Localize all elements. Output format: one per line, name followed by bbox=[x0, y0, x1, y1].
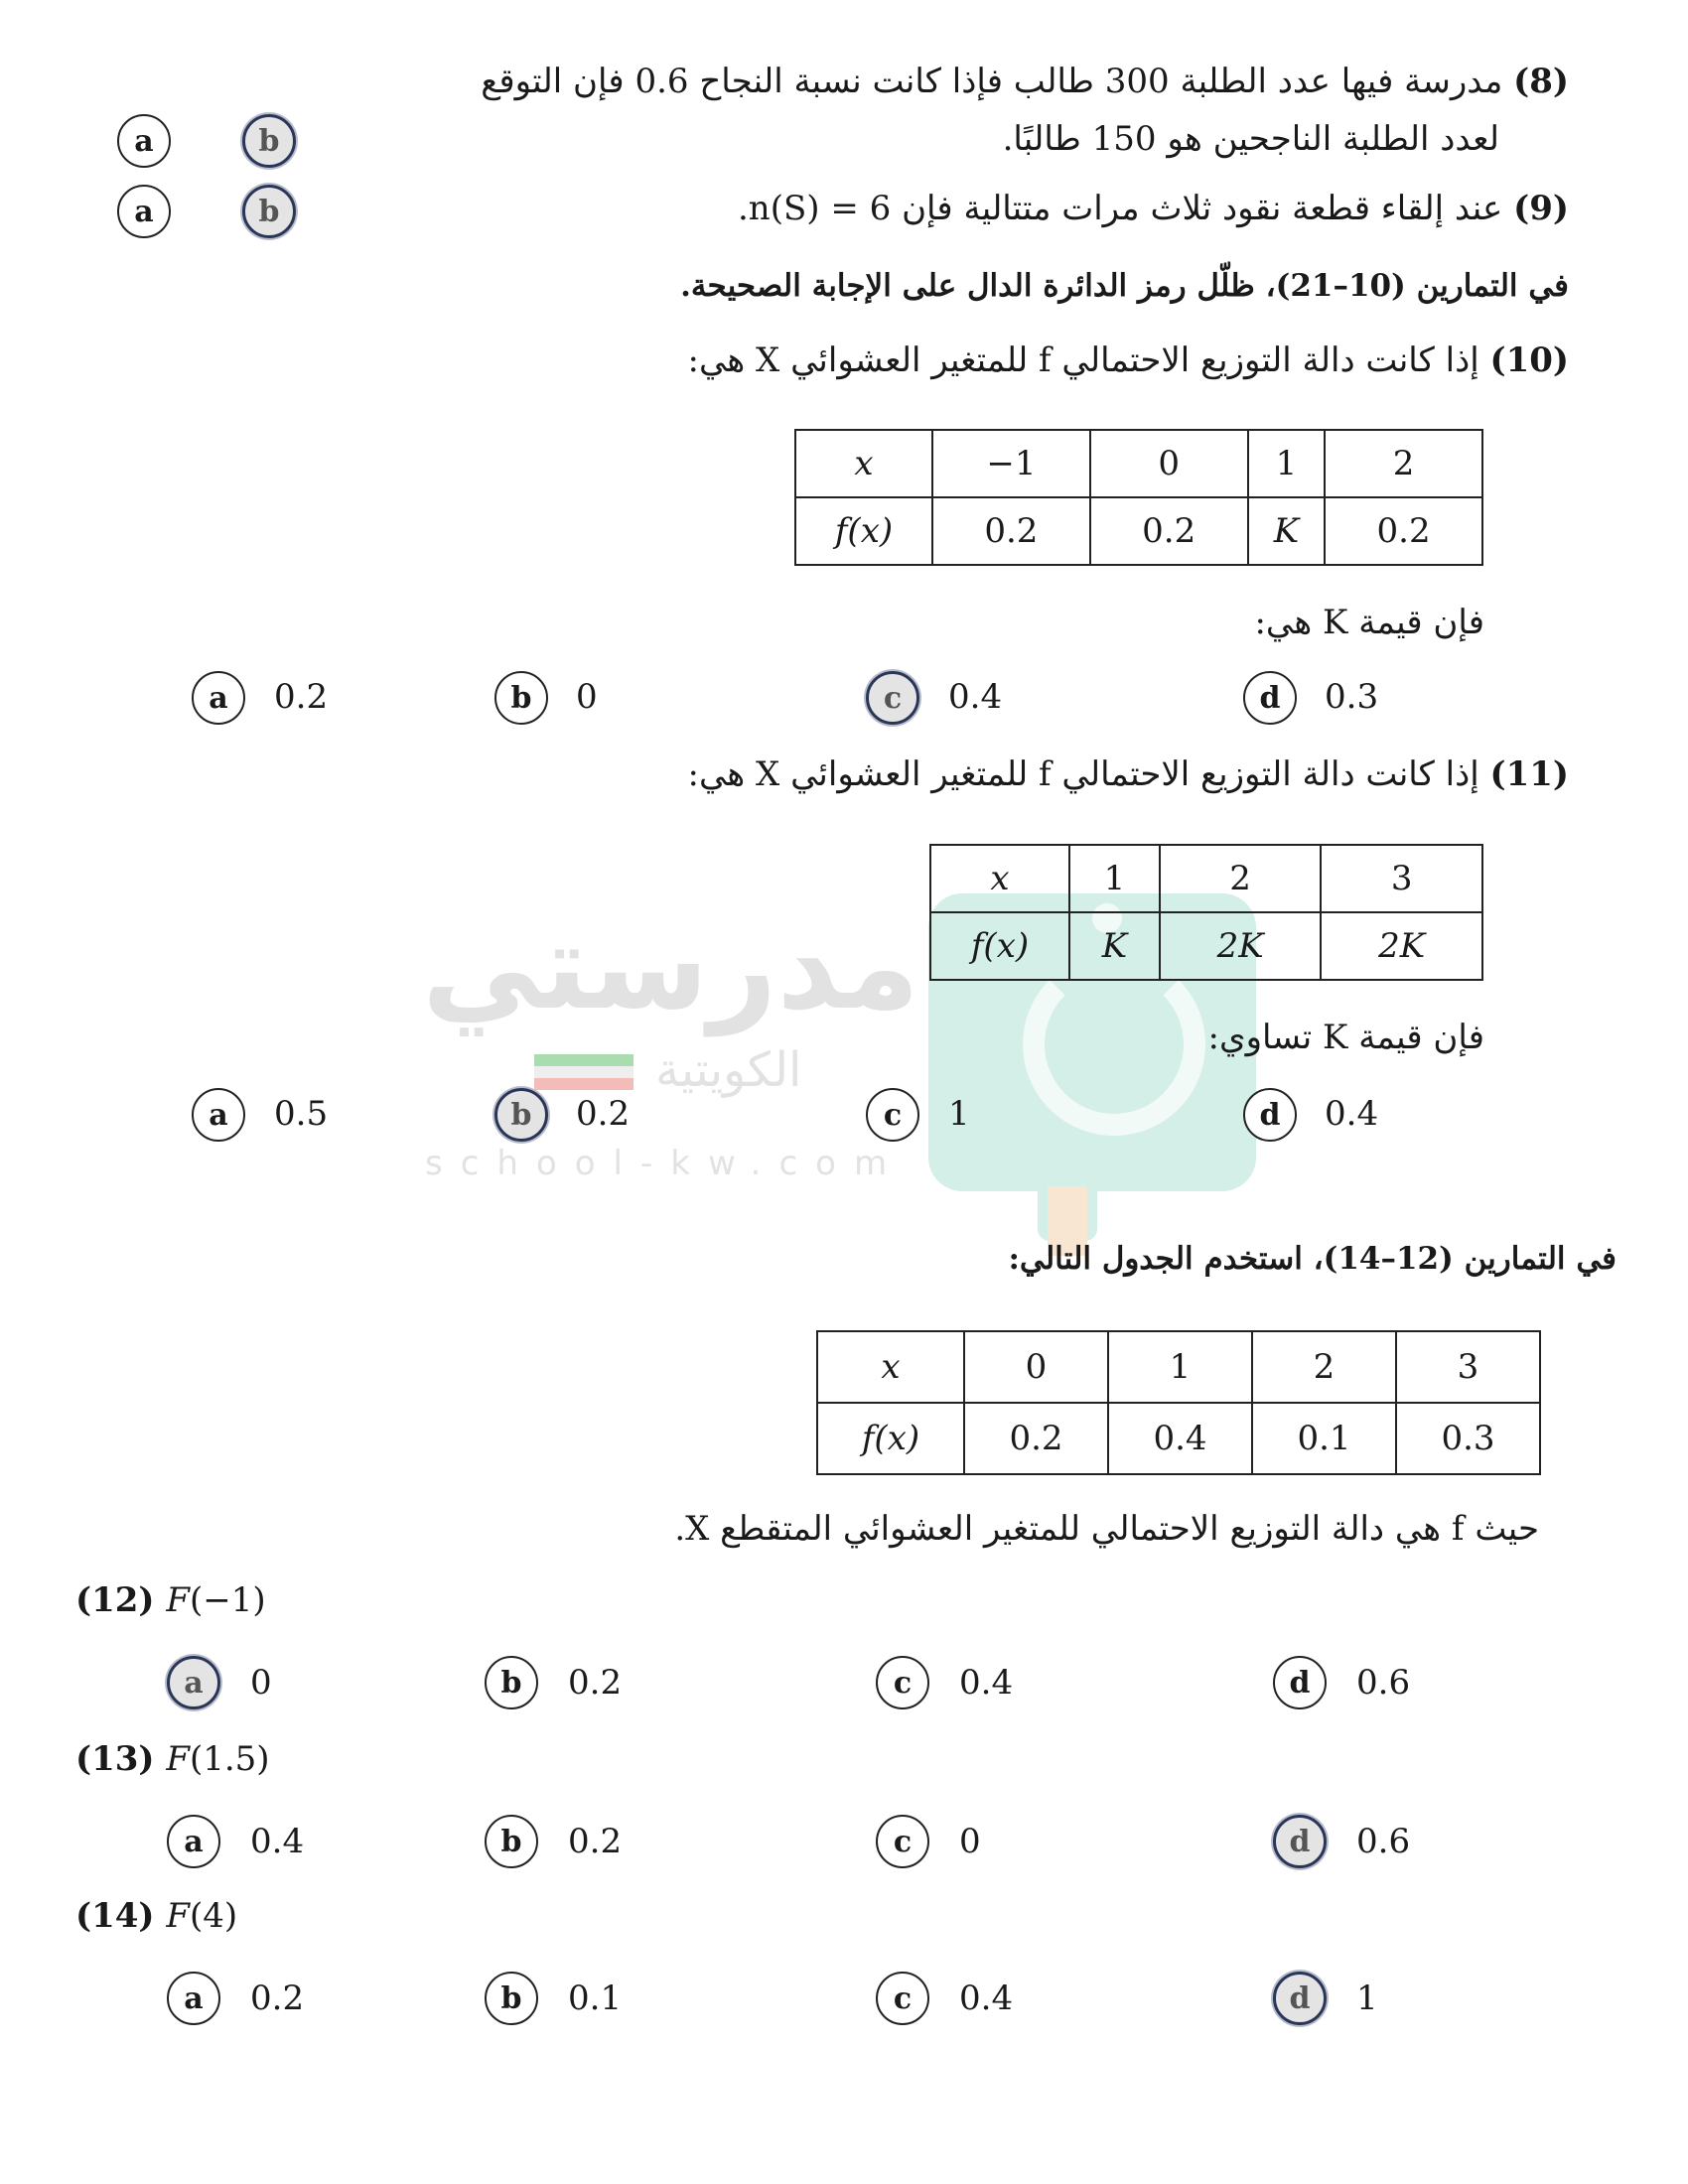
table-cell: f(x) bbox=[817, 1403, 964, 1474]
q13-option-b-value: 0.2 bbox=[568, 1822, 623, 1861]
question-13-function: F bbox=[166, 1739, 190, 1779]
q11-option-c[interactable]: c bbox=[866, 1088, 919, 1142]
q14-option-a-value: 0.2 bbox=[250, 1979, 305, 2018]
q11-option-d-value: 0.4 bbox=[1325, 1094, 1379, 1134]
table-row bbox=[795, 497, 1482, 565]
q14-option-b-value: 0.1 bbox=[568, 1979, 623, 2018]
question-10-number: (10) bbox=[1489, 341, 1569, 380]
question-10-line bbox=[688, 341, 1569, 380]
question-12-number: (12) bbox=[75, 1580, 155, 1620]
q11-option-c-value: 1 bbox=[948, 1094, 970, 1134]
question-14-line bbox=[75, 1896, 237, 1936]
q12-option-d-value: 0.6 bbox=[1356, 1663, 1411, 1703]
table-cell: 3 bbox=[1396, 1331, 1540, 1403]
question-12-function: F bbox=[166, 1580, 190, 1620]
question-8-line-2: لعدد الطلبة الناجحين هو 150 طالبًا. bbox=[1002, 119, 1499, 159]
q10-option-d[interactable]: d bbox=[1243, 671, 1297, 725]
q12-option-b[interactable]: b bbox=[485, 1656, 538, 1709]
table-row bbox=[795, 430, 1482, 497]
watermark-title: مدرستي bbox=[422, 898, 920, 1036]
table-cell: 0.1 bbox=[1252, 1403, 1396, 1474]
q14-option-d[interactable]: d bbox=[1273, 1972, 1327, 2025]
table-12-14 bbox=[816, 1330, 1541, 1475]
question-11-line bbox=[688, 754, 1569, 794]
question-10-prompt: فإن قيمة K هي: bbox=[1254, 603, 1484, 642]
table-cell: 0 bbox=[1090, 430, 1248, 497]
q13-option-c[interactable]: c bbox=[876, 1815, 929, 1868]
q11-option-b[interactable]: b bbox=[494, 1088, 548, 1142]
question-11-table bbox=[929, 844, 1483, 981]
q13-option-a-value: 0.4 bbox=[250, 1822, 305, 1861]
q11-option-d[interactable]: d bbox=[1243, 1088, 1297, 1142]
question-14-function: F bbox=[166, 1896, 190, 1936]
question-14-argument: (4) bbox=[189, 1896, 238, 1936]
table-cell: 0.4 bbox=[1108, 1403, 1252, 1474]
q9-option-b[interactable]: b bbox=[242, 185, 296, 238]
question-11-number: (11) bbox=[1489, 754, 1569, 794]
table-cell: 1 bbox=[1108, 1331, 1252, 1403]
q11-option-a[interactable]: a bbox=[192, 1088, 245, 1142]
q10-option-a[interactable]: a bbox=[192, 671, 245, 725]
q14-option-a[interactable]: a bbox=[167, 1972, 220, 2025]
question-8-text-1: مدرسة فيها عدد الطلبة 300 طالب فإذا كانت نسبة النجاح 0.6 فإن التوقع bbox=[481, 62, 1503, 101]
q14-option-c[interactable]: c bbox=[876, 1972, 929, 2025]
table-cell: x bbox=[795, 430, 932, 497]
question-9-line bbox=[738, 189, 1569, 228]
q10-option-c[interactable]: c bbox=[866, 671, 919, 725]
q14-option-c-value: 0.4 bbox=[959, 1979, 1014, 2018]
q10-option-c-value: 0.4 bbox=[948, 677, 1003, 717]
table-cell: 0.2 bbox=[932, 497, 1090, 565]
q8-option-b[interactable]: b bbox=[242, 114, 296, 168]
q13-option-d[interactable]: d bbox=[1273, 1815, 1327, 1868]
watermark-subtitle: الكويتية bbox=[655, 1042, 802, 1098]
q12-option-c[interactable]: c bbox=[876, 1656, 929, 1709]
table-cell: −1 bbox=[932, 430, 1090, 497]
q12-option-a-value: 0 bbox=[250, 1663, 272, 1703]
table-row bbox=[817, 1331, 1540, 1403]
q13-option-c-value: 0 bbox=[959, 1822, 981, 1861]
q12-option-c-value: 0.4 bbox=[959, 1663, 1014, 1703]
note-12-14: حيث f هي دالة التوزيع الاحتمالي للمتغير العشوائي المتقطع X. bbox=[674, 1509, 1539, 1549]
table-cell: 0.2 bbox=[1325, 497, 1482, 565]
q10-option-b[interactable]: b bbox=[494, 671, 548, 725]
table-cell: 2 bbox=[1160, 845, 1322, 912]
table-cell: 0 bbox=[964, 1331, 1108, 1403]
question-14-number: (14) bbox=[75, 1896, 155, 1936]
q12-option-a[interactable]: a bbox=[167, 1656, 220, 1709]
table-cell: 2K bbox=[1321, 912, 1482, 980]
question-13-line bbox=[75, 1739, 270, 1779]
table-cell: 2K bbox=[1160, 912, 1322, 980]
q12-option-b-value: 0.2 bbox=[568, 1663, 623, 1703]
table-cell: 2 bbox=[1325, 430, 1482, 497]
q8-option-a[interactable]: a bbox=[117, 114, 171, 168]
question-9-text: عند إلقاء قطعة نقود ثلاث مرات متتالية فإن n(S) = 6. bbox=[737, 189, 1503, 228]
q11-option-a-value: 0.5 bbox=[274, 1094, 329, 1134]
table-cell: 0.2 bbox=[964, 1403, 1108, 1474]
watermark-flag bbox=[534, 1054, 633, 1090]
table-cell: x bbox=[817, 1331, 964, 1403]
question-12-line bbox=[75, 1580, 266, 1620]
q12-option-d[interactable]: d bbox=[1273, 1656, 1327, 1709]
table-cell: 0.2 bbox=[1090, 497, 1248, 565]
table-cell: 2 bbox=[1252, 1331, 1396, 1403]
question-13-argument: (1.5) bbox=[189, 1739, 270, 1779]
instruction-10-21: في التمارين (10–21)، ظلّل رمز الدائرة الدال على الإجابة الصحيحة. bbox=[680, 268, 1569, 304]
table-cell: 1 bbox=[1069, 845, 1160, 912]
question-10-table bbox=[794, 429, 1483, 566]
question-8-line-1 bbox=[481, 62, 1569, 101]
table-cell: K bbox=[1069, 912, 1160, 980]
table-cell: f(x) bbox=[795, 497, 932, 565]
watermark-url: school-kw.com bbox=[425, 1144, 906, 1183]
table-row bbox=[930, 912, 1482, 980]
q14-option-b[interactable]: b bbox=[485, 1972, 538, 2025]
table-cell: 1 bbox=[1248, 430, 1326, 497]
q13-option-b[interactable]: b bbox=[485, 1815, 538, 1868]
q11-option-b-value: 0.2 bbox=[576, 1094, 631, 1134]
q10-option-a-value: 0.2 bbox=[274, 677, 329, 717]
table-cell: x bbox=[930, 845, 1069, 912]
q10-option-b-value: 0 bbox=[576, 677, 598, 717]
table-cell: K bbox=[1248, 497, 1326, 565]
question-12-argument: (−1) bbox=[189, 1580, 266, 1620]
question-11-text: إذا كانت دالة التوزيع الاحتمالي f للمتغير العشوائي X هي: bbox=[687, 754, 1479, 794]
q10-option-d-value: 0.3 bbox=[1325, 677, 1379, 717]
table-cell: 0.3 bbox=[1396, 1403, 1540, 1474]
q14-option-d-value: 1 bbox=[1356, 1979, 1378, 2018]
q9-option-a[interactable]: a bbox=[117, 185, 171, 238]
question-10-text: إذا كانت دالة التوزيع الاحتمالي f للمتغير العشوائي X هي: bbox=[687, 341, 1479, 380]
question-13-number: (13) bbox=[75, 1739, 155, 1779]
table-cell: 3 bbox=[1321, 845, 1482, 912]
question-9-number: (9) bbox=[1513, 189, 1569, 228]
question-8-number: (8) bbox=[1513, 62, 1569, 101]
instruction-12-14: في التمارين (12–14)، استخدم الجدول التالي: bbox=[1008, 1241, 1617, 1277]
table-row bbox=[930, 845, 1482, 912]
table-cell: f(x) bbox=[930, 912, 1069, 980]
question-11-prompt: فإن قيمة K تساوي: bbox=[1207, 1018, 1484, 1057]
table-row bbox=[817, 1403, 1540, 1474]
q13-option-d-value: 0.6 bbox=[1356, 1822, 1411, 1861]
q13-option-a[interactable]: a bbox=[167, 1815, 220, 1868]
